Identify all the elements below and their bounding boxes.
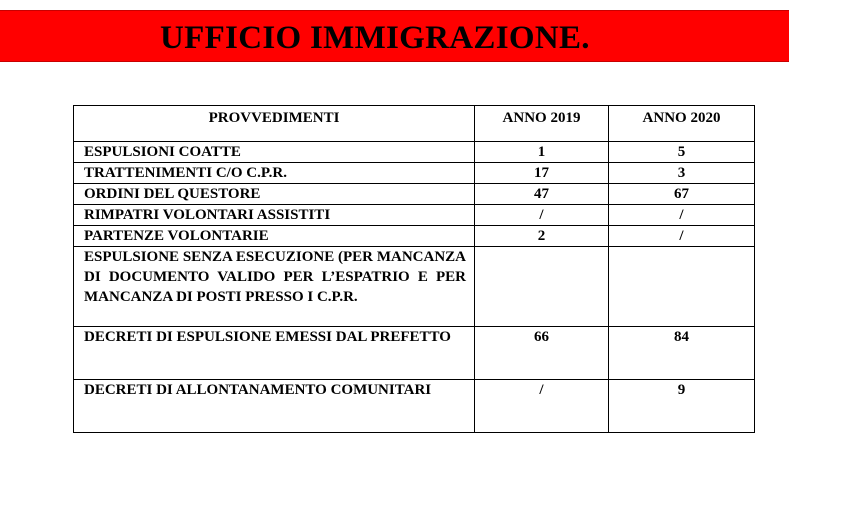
value-2020: / [609,205,755,226]
value-2020: 9 [609,380,755,433]
value-2020: 5 [609,142,755,163]
title-banner [0,10,789,62]
row-label: ESPULSIONI COATTE [74,142,475,163]
value-2019: 47 [475,184,609,205]
value-2019 [475,247,609,327]
value-2020 [609,247,755,327]
column-header-anno-2019: ANNO 2019 [475,106,609,142]
row-label: ORDINI DEL QUESTORE [74,184,475,205]
value-2020: 3 [609,163,755,184]
table-row [74,327,755,380]
value-2019: 2 [475,226,609,247]
value-2020: / [609,226,755,247]
table-header-row [74,106,755,142]
value-2020: 84 [609,327,755,380]
page-title: UFFICIO IMMIGRAZIONE. [160,20,590,56]
value-2019: 1 [475,142,609,163]
table-row [74,184,755,205]
column-header-provvedimenti: PROVVEDIMENTI [74,106,475,142]
row-label: RIMPATRI VOLONTARI ASSISTITI [74,205,475,226]
row-label: DECRETI DI ALLONTANAMENTO COMUNITARI [74,380,475,433]
table-row [74,226,755,247]
table-row [74,163,755,184]
row-label: TRATTENIMENTI C/O C.P.R. [74,163,475,184]
column-header-anno-2020: ANNO 2020 [609,106,755,142]
value-2019: 66 [475,327,609,380]
value-2019: / [475,380,609,433]
provvedimenti-table [73,105,755,433]
table-row [74,142,755,163]
row-label: PARTENZE VOLONTARIE [74,226,475,247]
value-2019: / [475,205,609,226]
table-row [74,205,755,226]
table-row [74,247,755,327]
row-label: DECRETI DI ESPULSIONE EMESSI DAL PREFETTO [74,327,475,380]
row-label: ESPULSIONE SENZA ESECUZIONE (PER MANCANZA DI DOCUMENTO VALIDO PER L’ESPATRIO E PER MANCANZA DI POSTI PRESSO I C.P.R. [74,247,475,327]
table-row [74,380,755,433]
value-2020: 67 [609,184,755,205]
value-2019: 17 [475,163,609,184]
